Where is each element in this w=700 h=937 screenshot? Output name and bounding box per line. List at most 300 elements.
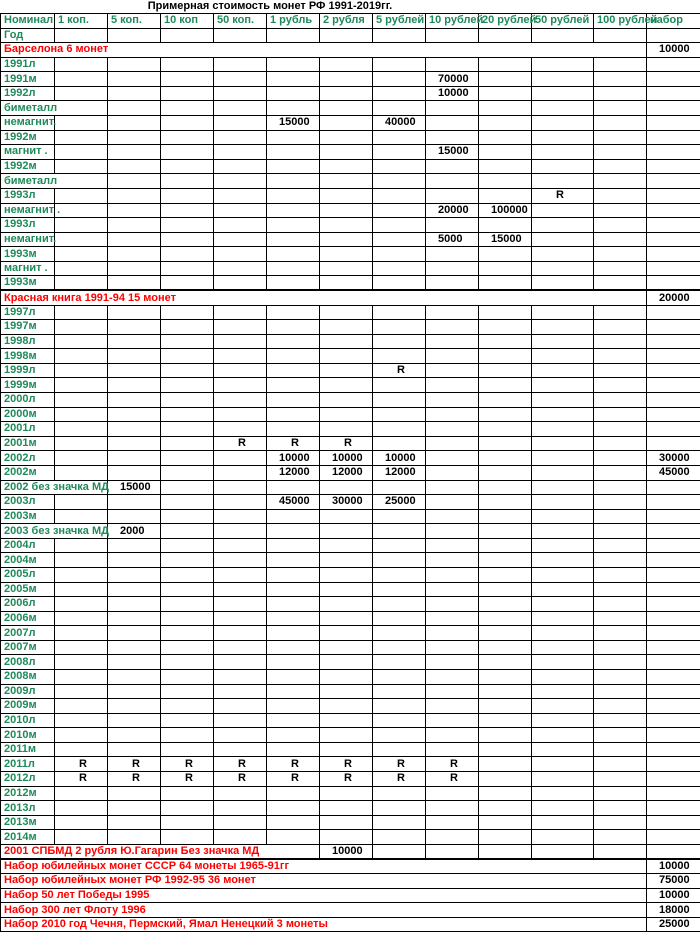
table-cell[interactable] [320,334,373,349]
table-cell[interactable] [373,174,426,189]
table-cell[interactable] [55,465,108,480]
table-cell[interactable] [214,232,267,247]
table-cell[interactable] [594,684,647,699]
table-cell[interactable] [108,276,161,291]
table-cell[interactable] [479,130,532,145]
table-cell[interactable] [479,742,532,757]
table-cell[interactable] [479,422,532,437]
table-cell[interactable] [373,393,426,408]
row-label[interactable]: 2008л [1,655,55,670]
table-cell[interactable] [267,188,320,203]
row-label[interactable]: 2008м [1,670,55,685]
table-cell[interactable] [320,699,373,714]
table-cell[interactable] [373,72,426,87]
table-cell[interactable] [426,188,479,203]
table-cell[interactable] [479,290,532,305]
table-cell[interactable] [267,174,320,189]
row-label[interactable]: 2000л [1,393,55,408]
table-cell[interactable] [373,159,426,174]
row-label[interactable]: 2010м [1,728,55,743]
table-cell[interactable] [479,757,532,772]
table-cell[interactable] [108,72,161,87]
table-cell[interactable] [426,597,479,612]
table-cell[interactable] [161,815,214,830]
table-cell[interactable] [426,320,479,335]
table-cell[interactable] [55,28,108,43]
table-cell[interactable] [214,145,267,160]
table-cell[interactable] [214,28,267,43]
column-header[interactable]: 50 рублей [532,14,594,29]
table-cell[interactable] [55,145,108,160]
table-cell[interactable] [532,28,594,43]
table-cell[interactable] [320,480,373,495]
row-label[interactable]: 2002 без значка МД [1,480,55,495]
table-cell[interactable] [214,903,267,918]
table-cell[interactable] [479,917,532,932]
table-cell[interactable] [161,28,214,43]
table-cell[interactable] [647,742,700,757]
table-cell[interactable]: 10000 [320,451,373,466]
table-cell[interactable] [161,188,214,203]
table-cell[interactable] [532,247,594,262]
table-cell[interactable] [214,597,267,612]
table-cell[interactable] [214,582,267,597]
table-cell[interactable] [108,261,161,276]
table-cell[interactable] [214,815,267,830]
table-cell[interactable] [426,276,479,291]
table-cell[interactable] [108,699,161,714]
table-cell[interactable] [55,57,108,72]
table-cell[interactable] [426,407,479,422]
table-cell[interactable] [647,174,700,189]
table-cell[interactable] [594,567,647,582]
table-cell[interactable]: R [214,772,267,787]
table-cell[interactable] [267,334,320,349]
table-cell[interactable] [479,786,532,801]
table-cell[interactable] [426,815,479,830]
table-cell[interactable] [594,276,647,291]
table-cell[interactable] [320,218,373,233]
table-cell[interactable] [320,684,373,699]
table-cell[interactable] [214,830,267,845]
table-cell[interactable]: 12000 [373,465,426,480]
table-cell[interactable] [267,203,320,218]
table-cell[interactable] [214,713,267,728]
row-label[interactable]: 1991м [1,72,55,87]
table-cell[interactable] [108,43,161,58]
table-cell[interactable] [373,844,426,859]
table-cell[interactable] [161,830,214,845]
table-cell[interactable] [161,713,214,728]
table-cell[interactable]: 25000 [647,917,700,932]
table-cell[interactable] [373,203,426,218]
table-cell[interactable] [267,86,320,101]
table-cell[interactable] [594,363,647,378]
table-cell[interactable] [532,43,594,58]
table-cell[interactable] [267,888,320,903]
table-cell[interactable] [647,640,700,655]
row-label[interactable]: 2003л [1,495,55,510]
table-cell[interactable] [55,611,108,626]
table-cell[interactable] [214,334,267,349]
table-cell[interactable] [479,670,532,685]
table-cell[interactable] [479,699,532,714]
table-cell[interactable] [647,567,700,582]
table-cell[interactable] [532,203,594,218]
table-cell[interactable] [594,218,647,233]
table-cell[interactable] [267,363,320,378]
table-cell[interactable] [267,713,320,728]
table-cell[interactable] [479,72,532,87]
table-cell[interactable] [108,305,161,320]
table-cell[interactable] [594,116,647,131]
table-cell[interactable] [647,509,700,524]
table-cell[interactable] [647,480,700,495]
table-cell[interactable] [373,655,426,670]
table-cell[interactable] [532,524,594,539]
table-cell[interactable]: R [267,436,320,451]
table-cell[interactable]: 10000 [373,451,426,466]
table-cell[interactable] [161,407,214,422]
table-cell[interactable] [320,859,373,874]
row-label[interactable]: 2005л [1,567,55,582]
table-cell[interactable] [55,188,108,203]
table-cell[interactable] [161,130,214,145]
table-cell[interactable] [426,582,479,597]
table-cell[interactable] [373,261,426,276]
table-cell[interactable] [373,378,426,393]
table-cell[interactable] [647,349,700,364]
row-label[interactable]: 1991л [1,57,55,72]
table-cell[interactable] [267,320,320,335]
table-cell[interactable] [532,597,594,612]
table-cell[interactable] [214,684,267,699]
table-cell[interactable] [479,363,532,378]
table-cell[interactable] [320,728,373,743]
table-cell[interactable] [55,232,108,247]
table-cell[interactable] [426,538,479,553]
row-label[interactable]: 2012м [1,786,55,801]
table-cell[interactable] [320,349,373,364]
table-cell[interactable] [594,640,647,655]
table-cell[interactable] [594,713,647,728]
table-cell[interactable] [108,363,161,378]
table-cell[interactable] [320,232,373,247]
table-cell[interactable] [532,159,594,174]
table-cell[interactable] [479,611,532,626]
row-label[interactable]: 2007м [1,640,55,655]
table-cell[interactable] [373,874,426,889]
table-cell[interactable] [594,830,647,845]
table-cell[interactable] [214,72,267,87]
table-cell[interactable] [532,830,594,845]
table-cell[interactable] [320,203,373,218]
table-cell[interactable] [532,334,594,349]
table-cell[interactable] [320,626,373,641]
row-label[interactable]: 1992л [1,86,55,101]
table-cell[interactable] [479,626,532,641]
table-cell[interactable] [479,247,532,262]
table-cell[interactable] [373,305,426,320]
table-cell[interactable] [647,611,700,626]
table-cell[interactable] [108,159,161,174]
table-cell[interactable] [532,888,594,903]
table-cell[interactable] [267,524,320,539]
table-cell[interactable] [320,582,373,597]
table-cell[interactable] [479,43,532,58]
row-label[interactable]: 2000м [1,407,55,422]
table-cell[interactable] [532,422,594,437]
table-cell[interactable] [320,174,373,189]
table-cell[interactable] [214,640,267,655]
table-cell[interactable] [647,786,700,801]
table-cell[interactable]: R [426,772,479,787]
table-cell[interactable]: R [320,757,373,772]
row-label[interactable]: 2007л [1,626,55,641]
table-cell[interactable] [267,611,320,626]
table-cell[interactable] [161,786,214,801]
table-cell[interactable] [647,145,700,160]
row-label[interactable]: 2004м [1,553,55,568]
table-cell[interactable] [267,232,320,247]
table-cell[interactable] [532,218,594,233]
table-cell[interactable] [267,597,320,612]
table-cell[interactable] [373,626,426,641]
table-cell[interactable] [532,553,594,568]
table-cell[interactable] [267,728,320,743]
table-cell[interactable] [594,130,647,145]
row-label[interactable]: 2003 без значка МД [1,524,55,539]
table-cell[interactable] [55,815,108,830]
table-cell[interactable] [373,903,426,918]
table-cell[interactable] [320,72,373,87]
table-cell[interactable] [479,436,532,451]
row-label[interactable]: 1993м [1,276,55,291]
table-cell[interactable] [647,524,700,539]
table-cell[interactable] [479,116,532,131]
table-cell[interactable] [373,567,426,582]
table-cell[interactable] [532,451,594,466]
table-cell[interactable] [479,407,532,422]
table-cell[interactable] [532,407,594,422]
table-cell[interactable] [320,567,373,582]
table-cell[interactable] [479,378,532,393]
table-cell[interactable]: R [267,757,320,772]
table-cell[interactable] [55,451,108,466]
table-cell[interactable] [108,28,161,43]
table-cell[interactable] [161,509,214,524]
table-cell[interactable] [55,436,108,451]
table-cell[interactable] [594,917,647,932]
table-cell[interactable] [647,553,700,568]
table-cell[interactable] [373,801,426,816]
column-header[interactable]: 10 коп [161,14,214,29]
table-cell[interactable] [320,378,373,393]
table-cell[interactable] [479,538,532,553]
table-cell[interactable] [594,815,647,830]
table-cell[interactable] [479,101,532,116]
table-cell[interactable] [647,772,700,787]
table-cell[interactable] [532,757,594,772]
table-cell[interactable] [108,116,161,131]
table-cell[interactable] [320,509,373,524]
column-header[interactable]: 1 рубль [267,14,320,29]
table-cell[interactable] [373,130,426,145]
row-label[interactable]: биметалл [1,174,55,189]
table-cell[interactable] [594,903,647,918]
table-cell[interactable] [532,859,594,874]
table-cell[interactable] [479,553,532,568]
table-cell[interactable] [532,465,594,480]
table-cell[interactable]: R [161,757,214,772]
table-cell[interactable] [161,567,214,582]
table-cell[interactable] [161,436,214,451]
table-cell[interactable] [320,188,373,203]
table-cell[interactable] [55,567,108,582]
table-cell[interactable] [108,145,161,160]
table-cell[interactable] [647,57,700,72]
table-cell[interactable] [108,670,161,685]
table-cell[interactable] [647,261,700,276]
table-cell[interactable] [532,495,594,510]
table-cell[interactable] [426,903,479,918]
table-cell[interactable] [55,247,108,262]
table-cell[interactable] [373,859,426,874]
table-cell[interactable] [214,57,267,72]
table-cell[interactable]: R [426,757,479,772]
table-cell[interactable] [161,349,214,364]
table-cell[interactable] [479,728,532,743]
table-cell[interactable]: R [214,436,267,451]
table-cell[interactable] [647,830,700,845]
table-cell[interactable] [214,218,267,233]
table-cell[interactable] [479,320,532,335]
table-cell[interactable] [267,378,320,393]
table-cell[interactable] [320,801,373,816]
row-label[interactable]: магнит . [1,261,55,276]
table-cell[interactable] [373,742,426,757]
table-cell[interactable] [320,320,373,335]
table-cell[interactable] [267,844,320,859]
table-cell[interactable] [532,130,594,145]
table-cell[interactable] [320,247,373,262]
row-label[interactable]: 2002м [1,465,55,480]
table-cell[interactable] [55,655,108,670]
table-cell[interactable] [532,742,594,757]
table-cell[interactable] [594,611,647,626]
table-cell[interactable] [373,509,426,524]
table-cell[interactable] [214,655,267,670]
row-label[interactable]: 1993л [1,218,55,233]
table-cell[interactable] [594,203,647,218]
table-cell[interactable] [267,393,320,408]
table-cell[interactable] [55,334,108,349]
table-cell[interactable] [479,567,532,582]
table-cell[interactable] [267,626,320,641]
table-cell[interactable] [426,626,479,641]
table-cell[interactable] [108,174,161,189]
table-cell[interactable] [594,465,647,480]
table-cell[interactable] [426,524,479,539]
table-cell[interactable] [594,742,647,757]
table-cell[interactable] [426,495,479,510]
row-label[interactable]: 2011м [1,742,55,757]
table-cell[interactable] [426,509,479,524]
row-label[interactable]: 1997л [1,305,55,320]
row-label[interactable]: немагнит. [1,116,55,131]
table-cell[interactable] [267,742,320,757]
table-cell[interactable] [647,670,700,685]
table-cell[interactable] [161,742,214,757]
table-cell[interactable] [647,684,700,699]
table-cell[interactable] [161,801,214,816]
table-cell[interactable] [320,145,373,160]
table-cell[interactable] [479,597,532,612]
row-label[interactable]: 2013м [1,815,55,830]
table-cell[interactable] [532,480,594,495]
table-cell[interactable] [320,786,373,801]
table-cell[interactable] [267,305,320,320]
table-cell[interactable] [426,801,479,816]
table-cell[interactable] [320,597,373,612]
table-cell[interactable] [594,43,647,58]
table-cell[interactable] [479,57,532,72]
table-cell[interactable] [373,713,426,728]
table-cell[interactable] [214,290,267,305]
table-cell[interactable] [594,305,647,320]
table-cell[interactable] [647,28,700,43]
table-cell[interactable] [320,28,373,43]
table-cell[interactable]: R [55,757,108,772]
table-cell[interactable] [647,597,700,612]
table-cell[interactable] [532,670,594,685]
table-cell[interactable] [594,728,647,743]
table-cell[interactable] [161,320,214,335]
table-cell[interactable] [532,393,594,408]
table-cell[interactable] [320,57,373,72]
table-cell[interactable] [647,757,700,772]
table-cell[interactable] [320,874,373,889]
table-cell[interactable] [267,407,320,422]
table-cell[interactable] [214,116,267,131]
table-cell[interactable] [320,640,373,655]
table-cell[interactable]: 20000 [426,203,479,218]
table-cell[interactable]: 10000 [426,86,479,101]
table-cell[interactable] [594,232,647,247]
table-cell[interactable] [594,86,647,101]
table-cell[interactable] [647,436,700,451]
table-cell[interactable] [479,393,532,408]
table-cell[interactable] [214,422,267,437]
table-cell[interactable] [161,553,214,568]
table-cell[interactable] [479,830,532,845]
column-header[interactable]: набор [647,14,700,29]
table-cell[interactable] [594,349,647,364]
table-cell[interactable] [373,436,426,451]
table-cell[interactable] [426,218,479,233]
table-cell[interactable] [647,815,700,830]
table-cell[interactable] [161,363,214,378]
table-cell[interactable] [373,699,426,714]
table-cell[interactable] [267,43,320,58]
table-cell[interactable] [594,786,647,801]
table-cell[interactable] [161,159,214,174]
table-cell[interactable] [267,699,320,714]
table-cell[interactable] [479,305,532,320]
table-cell[interactable] [161,495,214,510]
table-cell[interactable] [532,801,594,816]
table-cell[interactable] [373,524,426,539]
